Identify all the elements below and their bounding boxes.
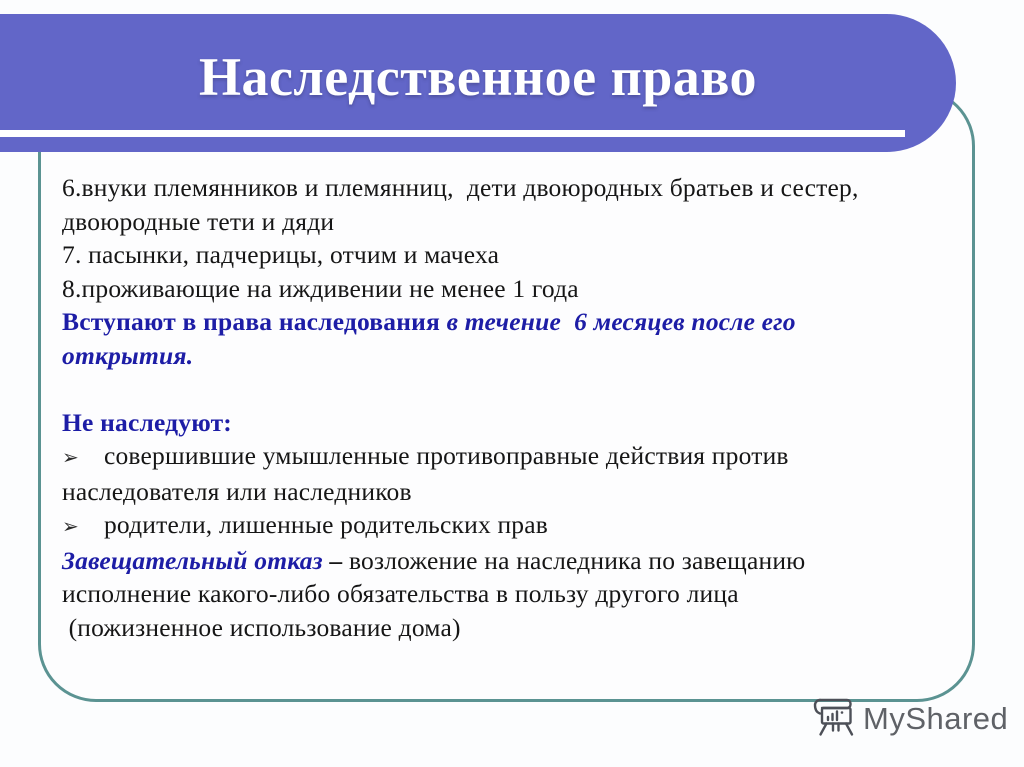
title-underline	[0, 130, 905, 137]
flipchart-icon	[810, 696, 856, 742]
section-heading-text: Не наследуют:	[62, 407, 232, 437]
section-heading	[62, 406, 954, 440]
body-line-text: 8.проживающие на иждивении не менее 1 года	[62, 273, 579, 303]
bullet-item-text: родители, лишенные родительских прав	[103, 510, 549, 539]
bullet-item-text: совершившие умышленные противоправные действия против	[103, 441, 789, 470]
title-bar	[0, 14, 956, 152]
watermark-label: MyShared	[863, 701, 1009, 736]
accent-italic-text: в течение 6 месяцев после его	[440, 307, 796, 336]
body-text	[62, 171, 954, 644]
definition-text: возложение на наследника по завещанию	[348, 545, 806, 575]
accent-italic-text: открытия.	[62, 340, 194, 370]
slide-title: Наследственное право	[198, 47, 758, 107]
definition-text: (пожизненное использование дома)	[62, 612, 461, 642]
body-line	[62, 272, 954, 306]
body-line	[62, 339, 954, 373]
body-line-text: двоюродные тети и дяди	[62, 206, 335, 236]
bullet-item	[62, 508, 954, 544]
body-line	[62, 305, 954, 339]
term-text: Завещательный отказ	[62, 545, 323, 575]
definition-line	[62, 577, 954, 611]
content-box	[38, 88, 975, 702]
arrowhead-bullet-icon: ➢	[62, 445, 79, 469]
myshared-watermark[interactable]	[810, 696, 1008, 742]
body-line-text: 7. пасынки, падчерицы, отчим и мачеха	[62, 240, 500, 269]
body-line-text: 6.внуки племянников и племянниц, дети двоюродных братьев и сестер,	[62, 173, 859, 202]
body-line	[62, 171, 954, 205]
definition-line	[62, 544, 954, 578]
bullet-item-text: наследователя или наследников	[62, 476, 412, 506]
definition-text: исполнение какого-либо обязательства в пользу другого лица	[62, 579, 739, 608]
definition-line	[62, 611, 954, 645]
dash-text: –	[322, 545, 349, 575]
blank-line	[62, 372, 954, 406]
body-line	[62, 238, 954, 272]
body-line	[62, 205, 954, 239]
bullet-item	[62, 439, 954, 475]
accent-text: Вступают в права наследования	[62, 307, 440, 336]
arrowhead-bullet-icon: ➢	[62, 514, 79, 538]
bullet-item-continuation	[62, 475, 954, 509]
